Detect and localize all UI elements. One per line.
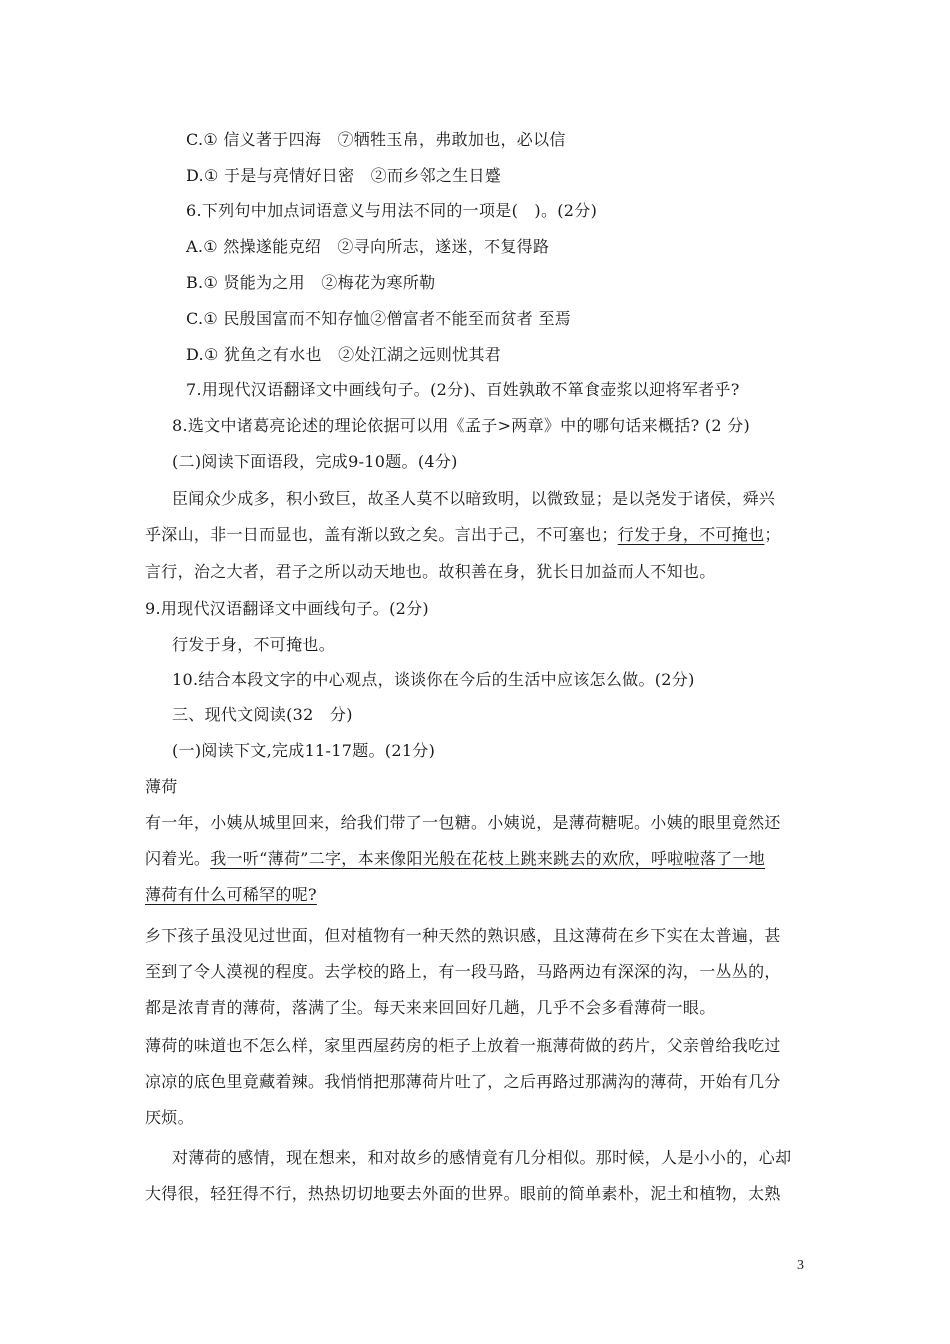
- article-line: 乡下孩子虽没见过世面，但对植物有一种天然的熟识感，且这薄荷在乡下实在太普遍，甚: [145, 926, 781, 945]
- section-2-heading: (二)阅读下面语段，完成9-10题。(4分): [172, 452, 458, 471]
- question-8: 8.选文中诸葛亮论述的理论依据可以用《孟子>两章》中的哪句话来概括? (2 分): [172, 416, 751, 435]
- article-line: 薄荷的味道也不怎么样，家里西屋药房的柜子上放着一瓶薄荷做的药片，父亲曾给我吃过: [145, 1036, 781, 1055]
- q5-option-c: C.① 信义著于四海 ⑦牺牲玉帛，弗敢加也，必以信: [186, 130, 566, 149]
- article-title: 薄荷: [145, 777, 178, 796]
- article-line: 大得很，轻狂得不行，热热切切地要去外面的世界。眼前的简单素朴，泥土和植物，太熟: [145, 1184, 781, 1203]
- article-line: [145, 848, 765, 870]
- passage-line: [145, 524, 781, 546]
- article-line: 有一年，小姨从城里回来，给我们带了一包糖。小姨说，是薄荷糖呢。小姨的眼里竟然还: [145, 813, 781, 832]
- question-6: 6.下列句中加点词语意义与用法不同的一项是( )。(2分): [186, 201, 598, 220]
- passage-text: 乎深山，非一日而显也，盖有渐以致之矣。言出于己，不可塞也；: [145, 525, 618, 544]
- q6-option-c: C.① 民殷国富而不知存恤②僧富者不能至而贫者 至焉: [186, 309, 572, 328]
- q6-option-b: B.① 贤能为之用 ②梅花为寒所勒: [186, 273, 436, 292]
- article-line: 都是浓青青的薄荷，落满了尘。每天来来回回好几趟，几乎不会多看薄荷一眼。: [145, 998, 716, 1017]
- article-line: 厌烦。: [145, 1108, 194, 1127]
- underlined-sentence: 薄荷有什么可稀罕的呢?: [145, 885, 317, 904]
- q6-option-d: D.① 犹鱼之有水也 ②处江湖之远则忧其君: [186, 345, 502, 364]
- page-number: 3: [797, 1258, 804, 1273]
- q6-option-a: A.① 然操遂能克绍 ②寻向所志，遂迷，不复得路: [186, 237, 550, 256]
- passage-line: 臣闻众少成多，积小致巨，故圣人莫不以暗致明，以微致显；是以尧发于诸侯，舜兴: [172, 489, 776, 508]
- underlined-sentence: 行发于身，不可掩也: [617, 525, 765, 544]
- question-10: 10.结合本段文字的中心观点，谈谈你在今后的生活中应该怎么做。(2分): [172, 670, 695, 689]
- q5-option-d: D.① 于是与亮情好日密 ②而乡邻之生日蹙: [186, 166, 502, 185]
- article-line: 对薄荷的感情，现在想来，和对故乡的感情竟有几分相似。那时候，人是小小的，心却: [172, 1148, 792, 1167]
- passage-text: ；: [764, 525, 781, 544]
- article-line: [145, 884, 317, 906]
- article-text: 闪着光。: [145, 849, 211, 868]
- section-3-heading: (一)阅读下文,完成11-17题。(21分): [172, 741, 436, 760]
- underlined-sentence: 我一听“薄荷”二字，本来像阳光般在花枝上跳来跳去的欢欣，呼啦啦落了一地: [210, 849, 766, 868]
- question-9: 9.用现代汉语翻译文中画线句子。(2分): [145, 599, 429, 618]
- passage-line: 言行，治之大者，君子之所以动天地也。故积善在身，犹长日加益而人不知也。: [145, 562, 716, 581]
- question-7: 7.用现代汉语翻译文中画线句子。(2分)、百姓孰敢不箪食壶浆以迎将军者乎?: [186, 380, 740, 399]
- q9-sentence: 行发于身，不可掩也。: [172, 635, 336, 654]
- article-line: 至到了令人漠视的程度。去学校的路上，有一段马路，马路两边有深深的沟，一丛丛的，: [145, 962, 781, 981]
- part-3-heading: 三、现代文阅读(32 分): [172, 705, 353, 724]
- article-line: 凉凉的底色里竟藏着辣。我悄悄把那薄荷片吐了，之后再路过那满沟的薄荷，开始有几分: [145, 1072, 781, 1091]
